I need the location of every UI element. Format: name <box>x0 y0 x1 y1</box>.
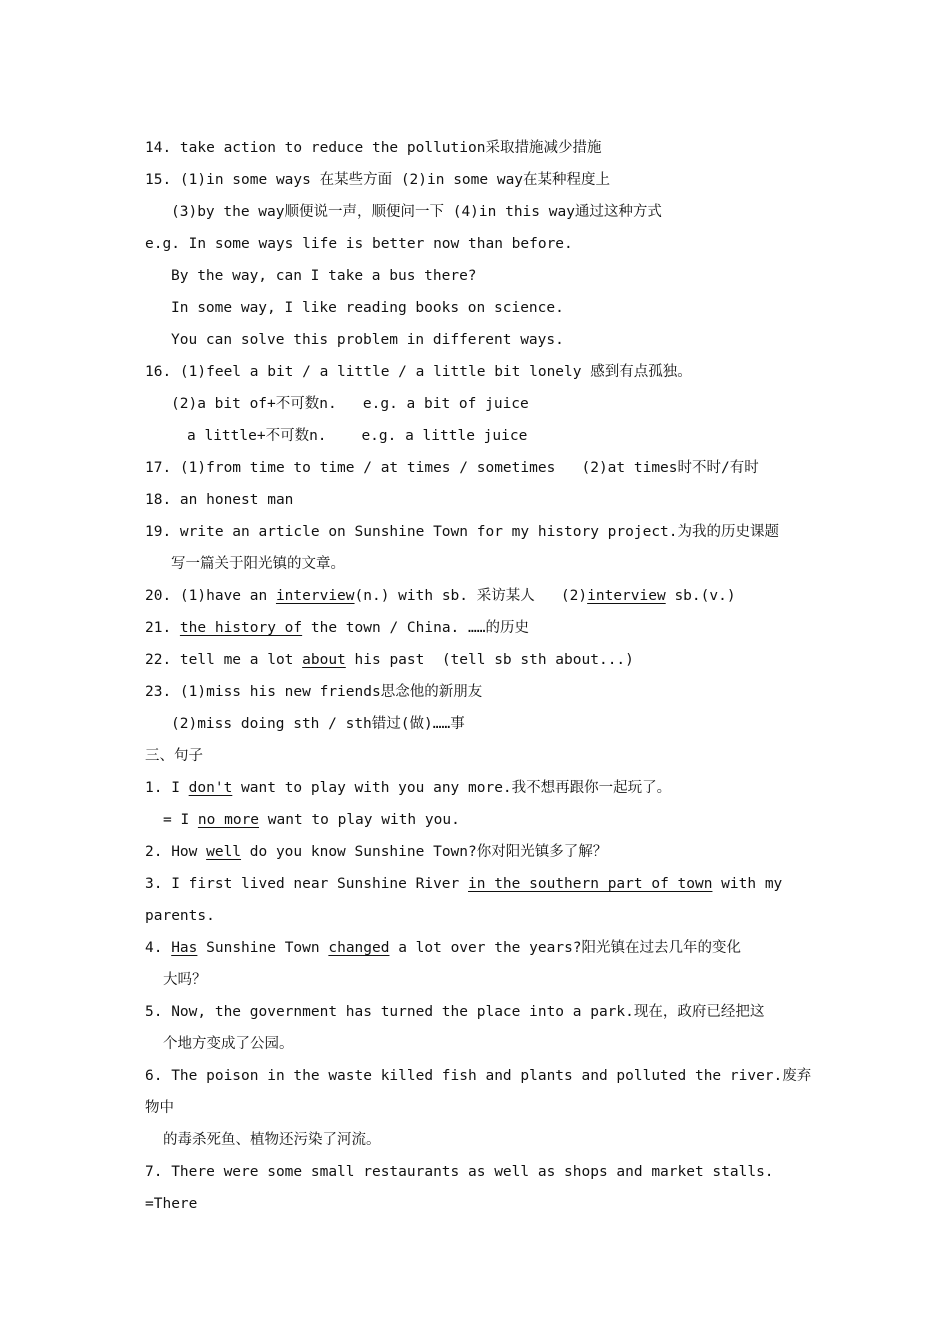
item-15-example-2: By the way, can I take a bus there? <box>171 268 477 284</box>
text: sb.(v.) <box>665 588 736 604</box>
text: want to play with you any more.我不想再跟你一起玩了。 <box>232 780 672 796</box>
text: his past (tell sb sth about...) <box>345 652 634 668</box>
item-19-line-1: 19. write an article on Sunshine Town for my history project.为我的历史课题 <box>145 524 780 540</box>
sentence-4-continued: 大吗？ <box>163 972 207 988</box>
underlined-text: no more <box>197 812 260 828</box>
item-15-example-3: In some way, I like reading books on science. <box>171 300 564 316</box>
text: do you know Sunshine Town?你对阳光镇多了解？ <box>241 844 608 860</box>
item-21 <box>145 612 830 644</box>
text: Sunshine Town <box>197 940 329 956</box>
text: 21. <box>145 620 180 636</box>
item-16-line-2: (2)a bit of+不可数n. e.g. a bit of juice <box>171 396 529 412</box>
item-23-line-1: 23. (1)miss his new friends思念他的新朋友 <box>145 684 483 700</box>
sentence-4 <box>145 932 830 964</box>
item-15-example-4: You can solve this problem in different ways. <box>171 332 564 348</box>
underlined-text: don't <box>188 780 233 796</box>
underlined-text: Has <box>171 940 198 956</box>
item-18: 18. an honest man <box>145 492 294 508</box>
sentence-3-continued: parents. <box>145 908 215 924</box>
item-23-line-2: (2)miss doing sth / sth错过(做)……事 <box>171 716 465 732</box>
underlined-text: interview <box>275 588 355 604</box>
item-16-line-1: 16. (1)feel a bit / a little / a little bit lonely 感到有点孤独。 <box>145 364 692 380</box>
sentence-6: 6. The poison in the waste killed fish and plants and polluted the river.废弃 <box>145 1068 812 1084</box>
underlined-text: changed <box>328 940 390 956</box>
text: want to play with you. <box>259 812 460 828</box>
underlined-text: interview <box>587 588 666 604</box>
text: 22. tell me a lot <box>145 652 303 668</box>
sentence-6-continued-2: 的毒杀死鱼、植物还污染了河流。 <box>163 1132 381 1148</box>
sentence-1-rewrite <box>163 804 830 836</box>
underlined-text: in the southern part of town <box>468 876 713 892</box>
underlined-text: the history of <box>179 620 303 636</box>
text: 2. How <box>145 844 207 860</box>
underlined-text: about <box>302 652 346 668</box>
sentence-1 <box>145 772 830 804</box>
section-heading: 三、句子 <box>145 748 203 764</box>
sentence-5: 5. Now, the government has turned the place into a park.现在，政府已经把这 <box>145 1004 765 1020</box>
item-15-line-2: (3)by the way顺便说一声，顺便问一下 (4)in this way通过这种方式 <box>171 204 662 220</box>
item-15-line-1: 15. (1)in some ways 在某些方面 (2)in some way在某种程度上 <box>145 172 611 188</box>
item-16-line-3: a little+不可数n. e.g. a little juice <box>187 428 528 444</box>
sentence-2 <box>145 836 830 868</box>
item-19-line-2: 写一篇关于阳光镇的文章。 <box>171 556 345 572</box>
sentence-3 <box>145 868 830 900</box>
sentence-7: 7. There were some small restaurants as well as shops and market stalls. <box>145 1164 774 1180</box>
text: 20. (1)have an <box>145 588 276 604</box>
text: with my <box>712 876 783 892</box>
sentence-6-continued: 物中 <box>145 1100 174 1116</box>
text: 1. I <box>145 780 189 796</box>
sentence-5-continued: 个地方变成了公园。 <box>163 1036 294 1052</box>
item-17: 17. (1)from time to time / at times / sometimes (2)at times时不时/有时 <box>145 460 759 476</box>
item-20 <box>145 580 830 612</box>
item-15-example-1: e.g. In some ways life is better now than before. <box>145 236 573 252</box>
text: (n.) with sb. 采访某人 (2) <box>354 588 588 604</box>
sentence-7-rewrite: =There <box>145 1196 198 1212</box>
text: = I <box>163 812 198 828</box>
underlined-text: well <box>206 844 242 860</box>
text: 3. I first lived near Sunshine River <box>145 876 469 892</box>
text: a lot over the years?阳光镇在过去几年的变化 <box>389 940 742 956</box>
item-22 <box>145 644 830 676</box>
text: 4. <box>145 940 172 956</box>
text: the town / China. ……的历史 <box>302 620 529 636</box>
item-14: 14. take action to reduce the pollution采取措施减少措施 <box>145 140 602 156</box>
